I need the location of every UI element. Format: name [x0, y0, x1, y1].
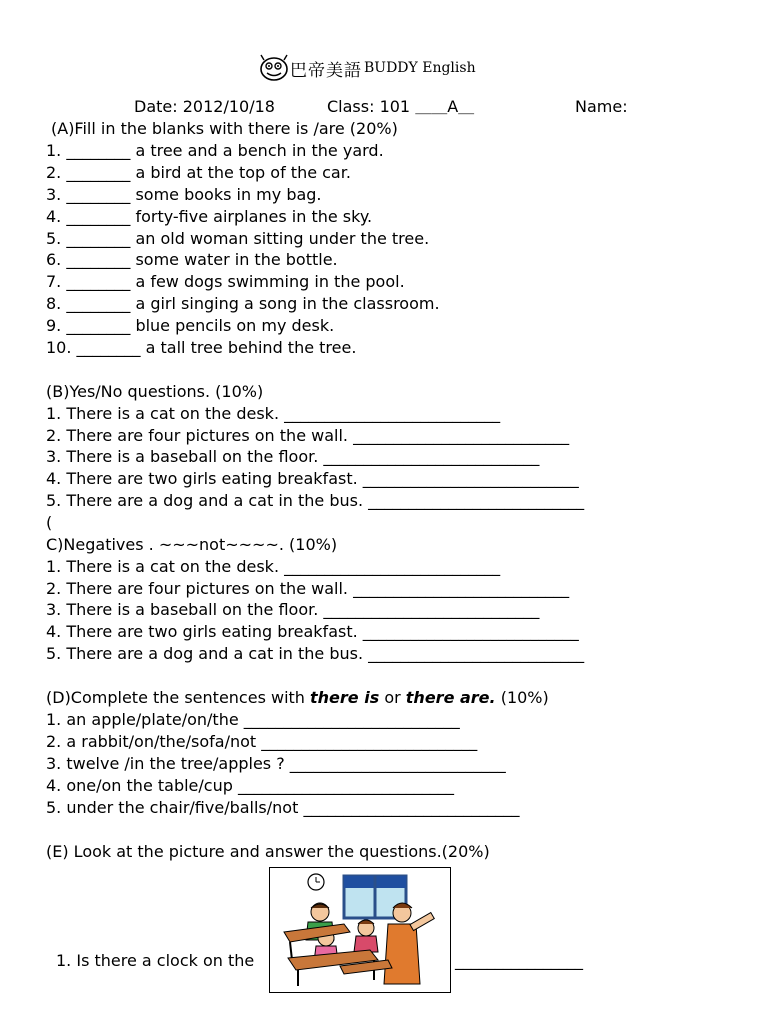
section-d-item: 5. under the chair/five/balls/not ___________________________	[46, 798, 520, 817]
section-c-title: C)Negatives . ~~~not~~~~. (10%)	[46, 535, 338, 554]
section-e-title: (E) Look at the picture and answer the questions.(20%)	[46, 842, 490, 861]
section-d-title-mid: or	[379, 688, 406, 707]
name-label: Name:	[575, 97, 628, 116]
keyword-there-is: there is	[310, 688, 380, 707]
section-d-title	[46, 688, 549, 708]
classroom-picture	[269, 867, 451, 993]
section-a-item: 1. ________ a tree and a bench in the yard.	[46, 141, 384, 160]
section-a-item: 7. ________ a few dogs swimming in the pool.	[46, 272, 405, 291]
classroom-illustration	[270, 868, 450, 992]
section-a-item: 2. ________ a bird at the top of the car.	[46, 163, 351, 182]
section-a-item: 4. ________ forty-five airplanes in the sky.	[46, 207, 373, 226]
section-b-item: 3. There is a baseball on the floor. ___________________________	[46, 447, 540, 466]
brand-cjk: 巴帝美語	[290, 60, 362, 81]
section-a-item: 5. ________ an old woman sitting under the tree.	[46, 229, 430, 248]
section-e-answer-blank: ________________	[455, 951, 583, 970]
section-c-item: 4. There are two girls eating breakfast. ___________________________	[46, 622, 579, 641]
section-b-item: 4. There are two girls eating breakfast. ___________________________	[46, 469, 579, 488]
section-a-item: 3. ________ some books in my bag.	[46, 185, 322, 204]
section-c-item: 2. There are four pictures on the wall. ___________________________	[46, 579, 570, 598]
section-d-title-suffix: (10%)	[495, 688, 549, 707]
section-c-item: 5. There are a dog and a cat in the bus. ___________________________	[46, 644, 585, 663]
section-d-item: 2. a rabbit/on/the/sofa/not ___________________________	[46, 732, 478, 751]
section-e-question-1: 1. Is there a clock on the	[56, 951, 255, 970]
section-d-title-prefix: (D)Complete the sentences with	[46, 688, 311, 707]
section-a-title: (A)Fill in the blanks with there is /are (20%)	[51, 119, 398, 138]
section-a-item: 9. ________ blue pencils on my desk.	[46, 316, 335, 335]
section-b-item: 5. There are a dog and a cat in the bus. ___________________________	[46, 491, 585, 510]
keyword-there-are: there are.	[405, 688, 496, 707]
date-label: Date: 2012/10/18	[134, 97, 275, 116]
section-a-item: 6. ________ some water in the bottle.	[46, 250, 338, 269]
section-a-item: 8. ________ a girl singing a song in the classroom.	[46, 294, 440, 313]
section-b-title: (B)Yes/No questions. (10%)	[46, 382, 264, 401]
worksheet-header	[258, 54, 518, 82]
section-c-item: 3. There is a baseball on the floor. ___________________________	[46, 600, 540, 619]
section-c-item: 1. There is a cat on the desk. ___________________________	[46, 557, 501, 576]
section-d-item: 4. one/on the table/cup ___________________________	[46, 776, 454, 795]
class-label: Class: 101 ＿＿A＿	[327, 97, 475, 116]
brand-latin: BUDDY English	[364, 60, 476, 76]
section-b-item: 1. There is a cat on the desk. ___________________________	[46, 404, 501, 423]
section-a-item: 10. ________ a tall tree behind the tree.	[46, 338, 357, 357]
section-d-item: 1. an apple/plate/on/the ___________________________	[46, 710, 460, 729]
section-d-item: 3. twelve /in the tree/apples ? ___________________________	[46, 754, 506, 773]
buddy-logo-icon	[258, 54, 290, 82]
section-c-paren: (	[46, 513, 53, 532]
section-b-item: 2. There are four pictures on the wall. ___________________________	[46, 426, 570, 445]
